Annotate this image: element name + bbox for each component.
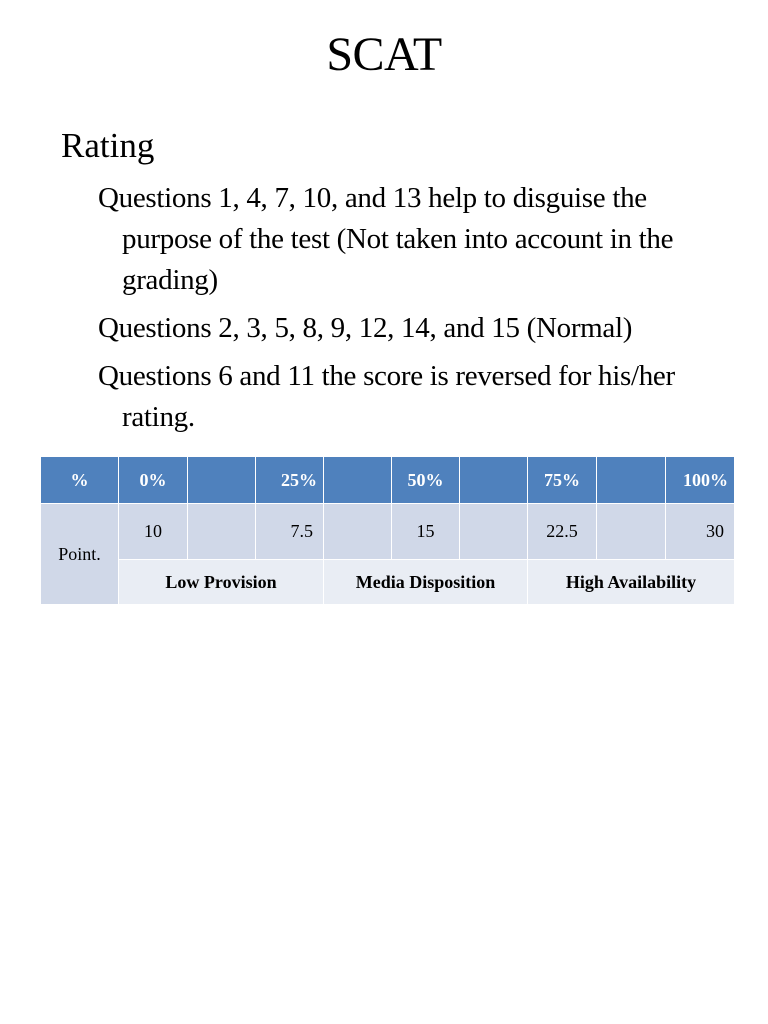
value-empty-cell <box>188 504 256 560</box>
header-50-percent: 50% <box>392 457 460 504</box>
header-empty-cell <box>597 457 666 504</box>
table-values-row <box>41 504 735 560</box>
header-empty-cell <box>324 457 392 504</box>
value-25-percent: 7.5 <box>256 504 324 560</box>
point-row-label: Point. <box>41 504 119 605</box>
header-100-percent: 100% <box>666 457 735 504</box>
table-header-row <box>41 457 735 504</box>
rating-rules-list <box>98 178 698 445</box>
value-100-percent: 30 <box>666 504 735 560</box>
header-25-percent: 25% <box>256 457 324 504</box>
header-empty-cell <box>188 457 256 504</box>
category-media-disposition: Media Disposition <box>324 560 528 605</box>
value-empty-cell <box>460 504 528 560</box>
value-50-percent: 15 <box>392 504 460 560</box>
section-heading: Rating <box>61 126 155 165</box>
bullet-reversed-questions: Questions 6 and 11 the score is reversed for his/her rating. <box>98 360 675 433</box>
value-empty-cell <box>597 504 666 560</box>
slide-title: SCAT <box>326 28 442 81</box>
score-table <box>40 456 735 605</box>
header-0-percent: 0% <box>119 457 188 504</box>
category-high-availability: High Availability <box>528 560 735 605</box>
category-low-provision: Low Provision <box>119 560 324 605</box>
value-75-percent: 22.5 <box>528 504 597 560</box>
table-categories-row <box>41 560 735 605</box>
header-empty-cell <box>460 457 528 504</box>
header-75-percent: 75% <box>528 457 597 504</box>
bullet-normal-questions: Questions 2, 3, 5, 8, 9, 12, 14, and 15 (Normal) <box>98 312 633 344</box>
value-empty-cell <box>324 504 392 560</box>
bullet-disguise-questions: Questions 1, 4, 7, 10, and 13 help to disguise the purpose of the test (Not taken into account in the grading) <box>98 182 674 296</box>
value-0-percent: 10 <box>119 504 188 560</box>
header-percent-label: % <box>41 457 119 504</box>
